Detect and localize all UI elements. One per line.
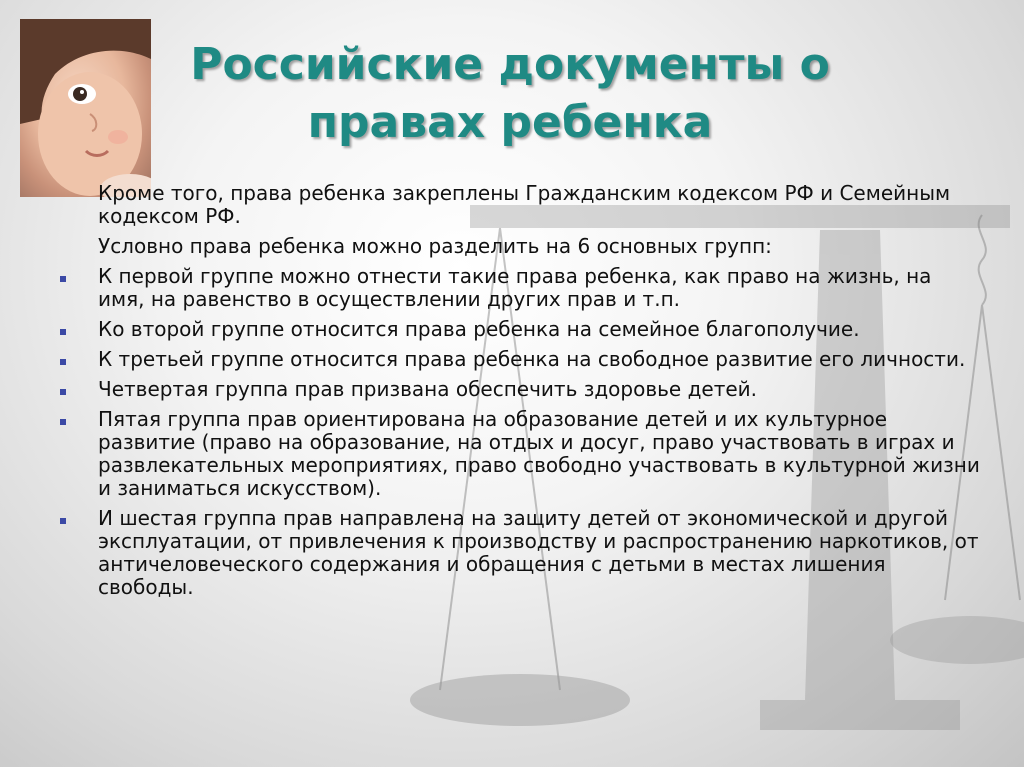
child-face-icon: [20, 19, 151, 197]
bullet-icon: [60, 419, 66, 425]
list-item: [54, 348, 984, 371]
title-line-1: Российские документы о: [190, 39, 830, 90]
list-item: [54, 318, 984, 341]
intro-paragraph: Условно права ребенка можно разделить на 6 основных групп:: [98, 234, 772, 258]
list-item-text: Четвертая группа прав призвана обеспечить здоровье детей.: [98, 377, 758, 401]
list-item: [54, 408, 984, 500]
list-item-text: Пятая группа прав ориентирована на образование детей и их культурное развитие (право на образование, на отдых и досуг, право участвовать в играх и развлекательных мероприятиях, право свободно участвовать в культурной жизни и заниматься искусством).: [98, 407, 980, 500]
list-item-text: К первой группе можно отнести такие права ребенка, как право на жизнь, на имя, на равенство в осуществлении других прав и т.п.: [98, 264, 932, 311]
bullet-icon: [60, 329, 66, 335]
list-item: [54, 265, 984, 311]
title-line-2: правах ребенка: [307, 97, 713, 148]
bullet-icon: [60, 389, 66, 395]
body-text: [54, 182, 984, 606]
child-photo: [20, 19, 151, 197]
page-title: [150, 36, 870, 152]
list-item: [54, 378, 984, 401]
list-item: [54, 507, 984, 599]
list-item-text: И шестая группа прав направлена на защиту детей от экономической и другой эксплуатации, от привлечения к производству и распространению наркотиков, от античеловеческого содержания и обращения с детьми в местах лишения свободы.: [98, 506, 979, 599]
list-item-text: К третьей группе относится права ребенка на свободное развитие его личности.: [98, 347, 966, 371]
list-item-text: Ко второй группе относится права ребенка на семейное благополучие.: [98, 317, 860, 341]
bullet-icon: [60, 276, 66, 282]
intro-paragraph: Кроме того, права ребенка закреплены Гражданским кодексом РФ и Семейным кодексом РФ.: [98, 181, 951, 228]
bullet-icon: [60, 518, 66, 524]
bullet-icon: [60, 359, 66, 365]
